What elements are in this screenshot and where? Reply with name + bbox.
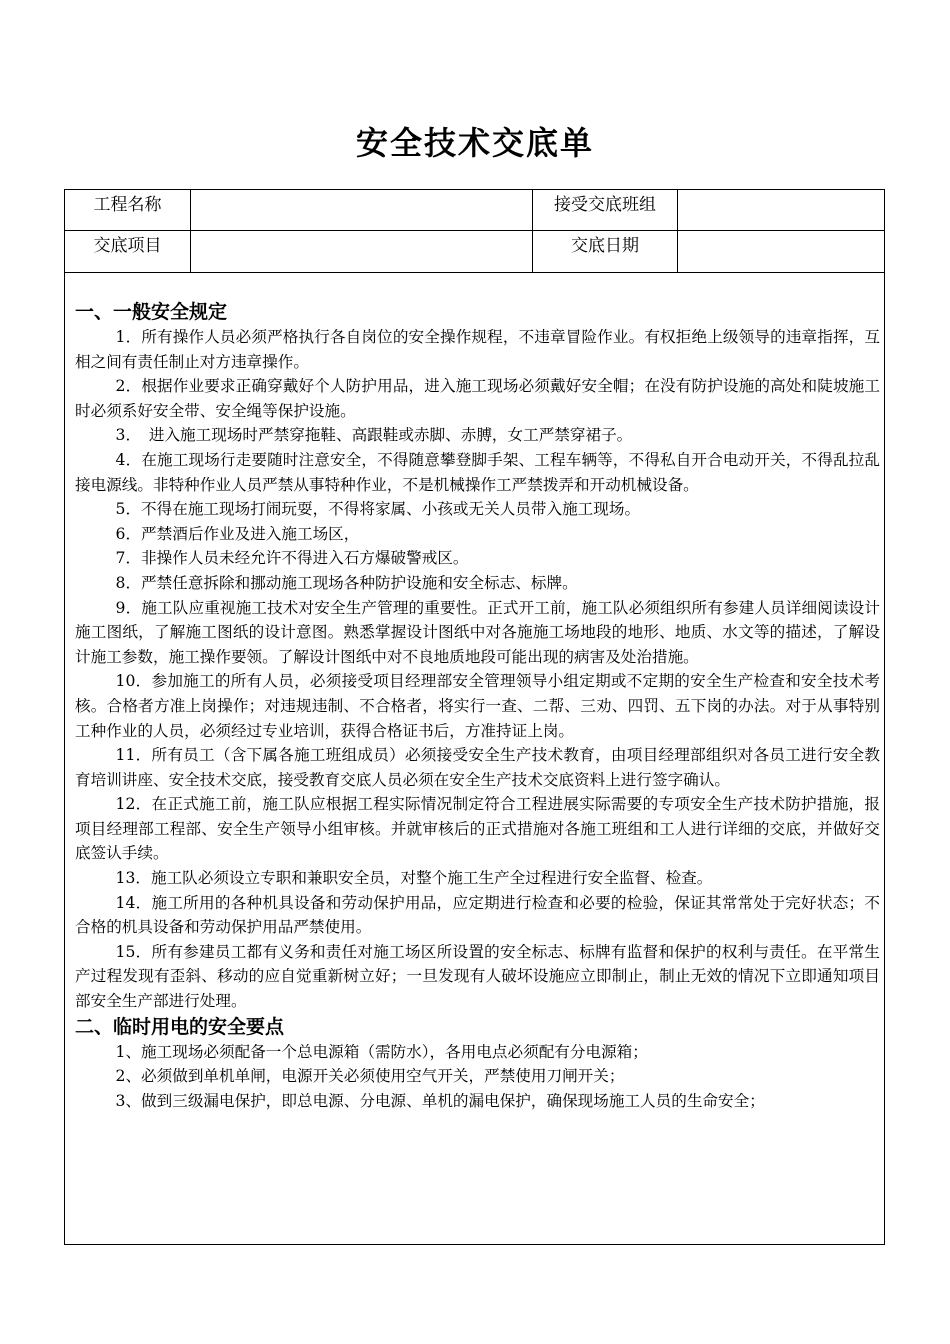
paragraph: 11．所有员工（含下属各施工班组成员）必须接受安全生产技术教育，由项目经理部组织对各员工进行安全教育培训讲座、安全技术交底，接受教育交底人员必须在安全生产技术交底资料上进行签字确认。 [75,746,880,789]
paragraph: 3． 进入施工现场时严禁穿拖鞋、高跟鞋或赤脚、赤膊，女工严禁穿裙子。 [115,426,633,445]
paragraph: 14．施工所用的各种机具设备和劳动保护用品，应定期进行检查和必要的检验，保证其常常处于完好状态；不合格的机具设备和劳动保护用品严禁使用。 [75,893,880,937]
disclosure-form [64,189,885,1245]
project-name-field[interactable] [191,191,531,229]
row-divider [65,230,884,231]
paragraph: 2、必须做到单机单闸，电源开关必须使用空气开关，严禁使用刀闸开关； [115,1067,625,1086]
paragraph: 1、施工现场必须配备一个总电源箱（需防水），各用电点必须配有分电源箱； [115,1042,648,1061]
team-field[interactable] [678,191,883,229]
paragraph: 9．施工队应重视施工技术对安全生产管理的重要性。正式开工前，施工队必须组织所有参建人员详细阅读设计施工图纸，了解施工图纸的设计意图。熟悉掌握设计图纸中对各施施工场地段的地形、地质、水文等的描述，了解设计施工参数，施工操作要领。了解设计图纸中对不良地质地段可能出现的病害及处治措施。 [75,598,880,666]
section-heading: 一、一般安全规定 [75,301,228,323]
paragraph: 10．参加施工的所有人员，必须接受项目经理部安全管理领导小组定期或不定期的安全生产检查和安全技术考核。合格者方准上岗操作；对违规违制、不合格者，将实行一查、二帮、三劝、四罚、五下岗的办法。对于从事特别工种作业的人员，必须经过专业培训，获得合格证书后，方准持证上岗。 [75,672,880,740]
paragraph: 6．严禁酒后作业及进入施工场区， [115,524,360,543]
paragraph: 15．所有参建员工都有义务和责任对施工场区所设置的安全标志、标牌有监督和保护的权利与责任。在平常生产过程发现有歪斜、移动的应自觉重新树立好；一旦发现有人破坏设施应立即制止，制止无效的情况下立即通知项目部安全生产部进行处理。 [75,942,880,1011]
disclosure-content [75,299,880,1113]
date-field[interactable] [678,232,883,271]
paragraph: 2．根据作业要求正确穿戴好个人防护用品，进入施工现场必须戴好安全帽；在没有防护设施的高处和陡坡施工时必须系好安全带、安全绳等保护设施。 [75,377,880,420]
paragraph: 12．在正式施工前，施工队应根据工程实际情况制定符合工程进展实际需要的专项安全生产技术防护措施，报项目经理部工程部、安全生产领导小组审核。并就审核后的正式措施对各施工班组和工人进行详细的交底，并做好交底签认手续。 [75,795,880,863]
project-name-label: 工程名称 [93,195,162,215]
paragraph: 5．不得在施工现场打闹玩耍，不得将家属、小孩或无关人员带入施工现场。 [115,500,641,519]
paragraph: 1．所有操作人员必须严格执行各自岗位的安全操作规程，不违章冒险作业。有权拒绝上级领导的违章指挥，互相之间有责任制止对方违章操作。 [75,328,880,371]
paragraph: 13．施工队必须设立专职和兼职安全员，对整个施工生产全过程进行安全监督、检查。 [115,869,713,888]
item-field[interactable] [191,232,531,271]
paragraph: 4．在施工现场行走要随时注意安全，不得随意攀登脚手架、工程车辆等，不得私自开合电动开关，不得乱拉乱接电源线。非特种作业人员严禁从事特种作业，不是机械操作工严禁拨弄和开动机械设备。 [75,450,880,494]
team-label: 接受交底班组 [554,195,656,215]
page-title: 安全技术交底单 [355,124,594,162]
section-heading: 二、临时用电的安全要点 [75,1015,285,1038]
date-label: 交底日期 [571,236,639,256]
paragraph: 7．非操作人员未经允许不得进入石方爆破警戒区。 [115,549,469,568]
paragraph: 3、做到三级漏电保护，即总电源、分电源、单机的漏电保护，确保现场施工人员的生命安全； [115,1091,765,1110]
header-bottom-divider [65,272,884,273]
item-label: 交底项目 [93,236,162,256]
paragraph: 8．严禁任意拆除和挪动施工现场各种防护设施和安全标志、标牌。 [115,573,578,592]
